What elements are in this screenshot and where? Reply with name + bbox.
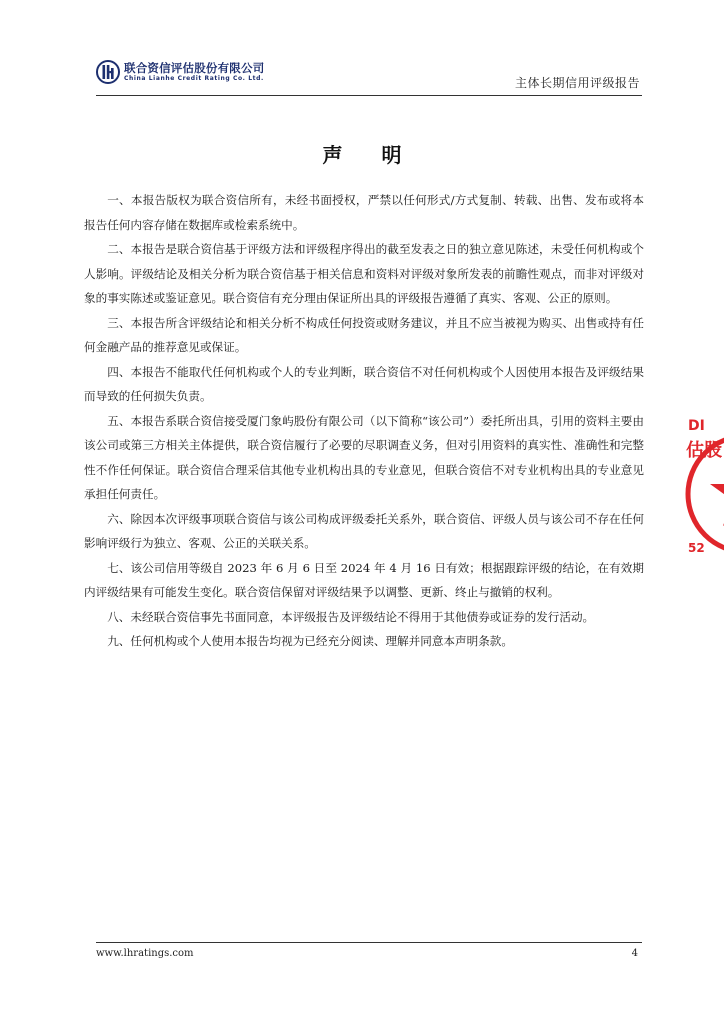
statement-paragraph-4: 四、本报告不能取代任何机构或个人的专业判断，联合资信不对任何机构或个人因使用本报告及评级结果而导致的任何损失负责。 — [84, 364, 644, 403]
statement-paragraph-7: 七、该公司信用等级自 2023 年 6 月 6 日至 2024 年 4 月 16 日有效；根据跟踪评级的结论，在有效期内评级结果有可能发生变化。联合资信保留对评级结果予以调整、更新、终止与撤销的权利。 — [84, 560, 644, 599]
logo-text — [124, 62, 264, 83]
header-divider — [96, 95, 642, 96]
seal-icon — [684, 402, 724, 582]
company-logo — [96, 60, 264, 84]
statement-paragraph-8: 八、未经联合资信事先书面同意，本评级报告及评级结论不得用于其他债券或证券的发行活动。 — [107, 609, 595, 624]
statement-body — [84, 188, 644, 654]
page-header — [96, 60, 642, 94]
page-title: 声 明 — [322, 143, 418, 167]
page-number: 4 — [631, 948, 638, 959]
svg-text:估股: 估股 — [686, 440, 722, 461]
svg-text:52: 52 — [688, 541, 705, 555]
footer-website: www.lhratings.com — [96, 948, 194, 959]
company-seal-stamp — [684, 402, 724, 582]
statement-paragraph-2: 二、本报告是联合资信基于评级方法和评级程序得出的截至发表之日的独立意见陈述，未受任何机构或个人影响。评级结论及相关分析为联合资信基于相关信息和资料对评级对象所发表的前瞻性观点，而非对评级对象的事实陈述或鉴证意见。联合资信有充分理由保证所出具的评级报告遵循了真实、客观、公正的原则。 — [84, 242, 644, 305]
statement-paragraph-6: 六、除因本次评级事项联合资信与该公司构成评级委托关系外，联合资信、评级人员与该公司不存在任何影响评级行为独立、客观、公正的关联关系。 — [84, 511, 644, 550]
lianhe-logo-icon — [96, 60, 120, 84]
statement-paragraph-5: 五、本报告系联合资信接受厦门象屿股份有限公司（以下简称“该公司”）委托所出具，引用的资料主要由该公司或第三方相关主体提供，联合资信履行了必要的尽职调查义务，但对引用资料的真实性、准确性和完整性不作任何保证。联合资信合理采信其他专业机构出具的专业意见，但联合资信不对专业机构出具的专业意见承担任何责任。 — [84, 413, 644, 501]
company-name-en: China Lianhe Credit Rating Co. Ltd. — [124, 74, 264, 82]
statement-paragraph-1: 一、本报告版权为联合资信所有，未经书面授权，严禁以任何形式/方式复制、转载、出售、发布或将本报告任何内容存储在数据库或检索系统中。 — [84, 193, 644, 232]
report-type: 主体长期信用评级报告 — [514, 76, 640, 90]
statement-paragraph-9: 九、任何机构或个人使用本报告均视为已经充分阅读、理解并同意本声明条款。 — [107, 634, 513, 648]
footer-divider — [96, 942, 642, 943]
company-name-cn: 联合资信评估股份有限公司 — [124, 60, 265, 75]
svg-text:DI: DI — [688, 418, 705, 434]
statement-paragraph-3: 三、本报告所含评级结论和相关分析不构成任何投资或财务建议，并且不应当被视为购买、出售或持有任何金融产品的推荐意见或保证。 — [84, 315, 644, 354]
